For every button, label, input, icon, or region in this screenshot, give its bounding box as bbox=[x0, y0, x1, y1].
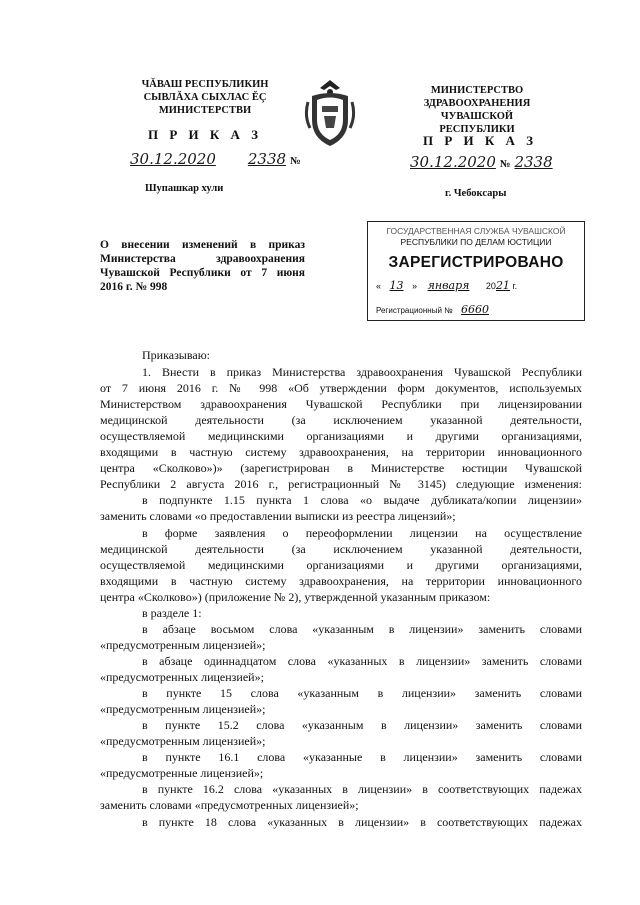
body-line-10: в подпункте 1.15 пункта 1 слова «о выдаче дубликата/копии лицензии» bbox=[142, 493, 582, 507]
body-line-7: входящими в частную систему здравоохранения, на территории инновационного bbox=[100, 445, 582, 459]
stamp-year-mark: г. bbox=[512, 281, 518, 291]
stamp-year-prefix: 20 bbox=[485, 281, 496, 291]
stamp-line-1: ГОСУДАРСТВЕННАЯ СЛУЖБА ЧУВАШСКОЙ bbox=[386, 226, 566, 236]
stamp-month: января bbox=[427, 279, 470, 292]
body-line-27: «предусмотренные лицензией»; bbox=[100, 766, 264, 780]
body-line-4: Министерством здравоохранения Чувашской Республики при лицензировании bbox=[100, 397, 582, 411]
subject-line-1: О внесении изменений в приказ bbox=[100, 239, 305, 251]
order-title-left: П Р И К А З bbox=[147, 127, 263, 142]
header-left-line-3: МИНИСТЕРСТВИ bbox=[158, 105, 252, 116]
subject-line-3: Чувашской Республики от 7 июня bbox=[100, 267, 305, 279]
order-subject bbox=[100, 238, 305, 294]
body-line-19: «предусмотренным лицензией»; bbox=[100, 638, 266, 652]
header-right-line-1: МИНИСТЕРСТВО bbox=[430, 85, 524, 96]
body-line-17: в разделе 1: bbox=[142, 606, 202, 620]
stamp-reg-label: Регистрационный № bbox=[376, 306, 453, 315]
order-title-right: П Р И К А З bbox=[422, 133, 538, 148]
body-line-2: 1. Внести в приказ Министерства здравоохранения Чувашской Республики bbox=[142, 365, 582, 379]
body-line-5: медицинской деятельности (за исключением указанной деятельности, bbox=[100, 413, 582, 427]
number-sign-right: № bbox=[499, 159, 511, 170]
stamp-registered: ЗАРЕГИСТРИРОВАНО bbox=[388, 254, 564, 271]
order-date-right: 30.12.2020 bbox=[410, 153, 496, 171]
body-line-18: в абзаце восьмом слова «указанным в лицензии» заменить словами bbox=[142, 622, 582, 636]
header-left-line-2: СЫВЛĂХА СЫХЛАС ĔÇ bbox=[143, 92, 267, 103]
subject-line-4: 2016 г. № 998 bbox=[100, 281, 168, 293]
header-left-line-1: ЧĂВАШ РЕСПУБЛИКИН bbox=[141, 79, 269, 90]
city-chuvash: Шупашкар хули bbox=[145, 183, 224, 194]
header-right-line-3: ЧУВАШСКОЙ РЕСПУБЛИКИ bbox=[439, 111, 515, 135]
stamp-line-2: РЕСПУБЛИКИ ПО ДЕЛАМ ЮСТИЦИИ bbox=[400, 237, 552, 247]
body-line-13: медицинской деятельности (за исключением указанной деятельности, bbox=[100, 542, 582, 556]
body-line-9: Республики 2 августа 2016 г., регистрационный № 3145) следующие изменения: bbox=[100, 477, 582, 491]
stamp-year-suffix: 21 bbox=[495, 279, 510, 292]
stamp-quote-close: » bbox=[412, 281, 418, 291]
order-number-right: 2338 bbox=[514, 153, 553, 171]
body-line-15: входящими в частную систему здравоохранения, на территории инновационного bbox=[100, 574, 582, 588]
body-line-3: от 7 июня 2016 г. № 998 «Об утверждении форм документов, используемых bbox=[100, 381, 582, 395]
order-date-number-right bbox=[410, 153, 553, 172]
body-line-28: в пункте 16.2 слова «указанных в лицензии» в соответствующих падежах bbox=[142, 782, 582, 796]
registration-stamp bbox=[367, 221, 585, 321]
body-line-25: «предусмотренным лицензией»; bbox=[100, 734, 266, 748]
stamp-registration bbox=[376, 303, 489, 316]
header-right-line-2: ЗДРАВООХРАНЕНИЯ bbox=[423, 98, 531, 109]
order-date-number-left bbox=[130, 150, 301, 169]
coat-of-arms-emblem bbox=[300, 76, 360, 150]
body-line-1: Приказываю: bbox=[142, 348, 210, 362]
body-line-16: центра «Сколково») (приложение № 2), утвержденной указанным приказом: bbox=[100, 590, 491, 604]
stamp-day: 13 bbox=[389, 279, 404, 292]
subject-line-2: Министерства здравоохранения bbox=[100, 253, 305, 265]
body-line-30: в пункте 18 слова «указанных в лицензии» в соответствующих падежах bbox=[142, 815, 582, 829]
body-line-8: центра «Сколково»)» (зарегистрирован в Министерстве юстиции Чувашской bbox=[100, 461, 582, 475]
order-number-left: 2338 bbox=[247, 150, 287, 168]
stamp-reg-number: 6660 bbox=[460, 303, 489, 316]
header-right bbox=[402, 84, 552, 136]
body-line-6: осуществляемой медицинскими организациями и другими организациями, bbox=[100, 429, 582, 443]
header-left bbox=[130, 78, 280, 117]
stamp-quote-open: « bbox=[376, 281, 382, 291]
body-line-29: заменить словами «предусмотренных лицензией»; bbox=[100, 798, 359, 812]
body-line-22: в пункте 15 слова «указанным в лицензии» заменить словами bbox=[142, 686, 582, 700]
stamp-date bbox=[376, 279, 517, 292]
body-line-26: в пункте 16.1 слова «указанные в лицензии» заменить словами bbox=[142, 750, 582, 764]
body-line-11: заменить словами «о предоставлении выписки из реестра лицензий»; bbox=[100, 509, 456, 523]
body-line-20: в абзаце одиннадцатом слова «указанных в лицензии» заменить словами bbox=[142, 654, 582, 668]
body-line-14: осуществляемой медицинскими организациями и другими организациями, bbox=[100, 558, 582, 572]
number-sign-left: № bbox=[290, 156, 301, 167]
body-line-23: «предусмотренным лицензией»; bbox=[100, 702, 266, 716]
order-date-left: 30.12.2020 bbox=[130, 150, 216, 168]
body-line-12: в форме заявления о переоформлении лицензии на осуществление bbox=[142, 526, 582, 540]
body-line-24: в пункте 15.2 слова «указанным в лицензии» заменить словами bbox=[142, 718, 582, 732]
body-line-21: «предусмотренных лицензией»; bbox=[100, 670, 264, 684]
city-russian: г. Чебоксары bbox=[445, 188, 507, 199]
